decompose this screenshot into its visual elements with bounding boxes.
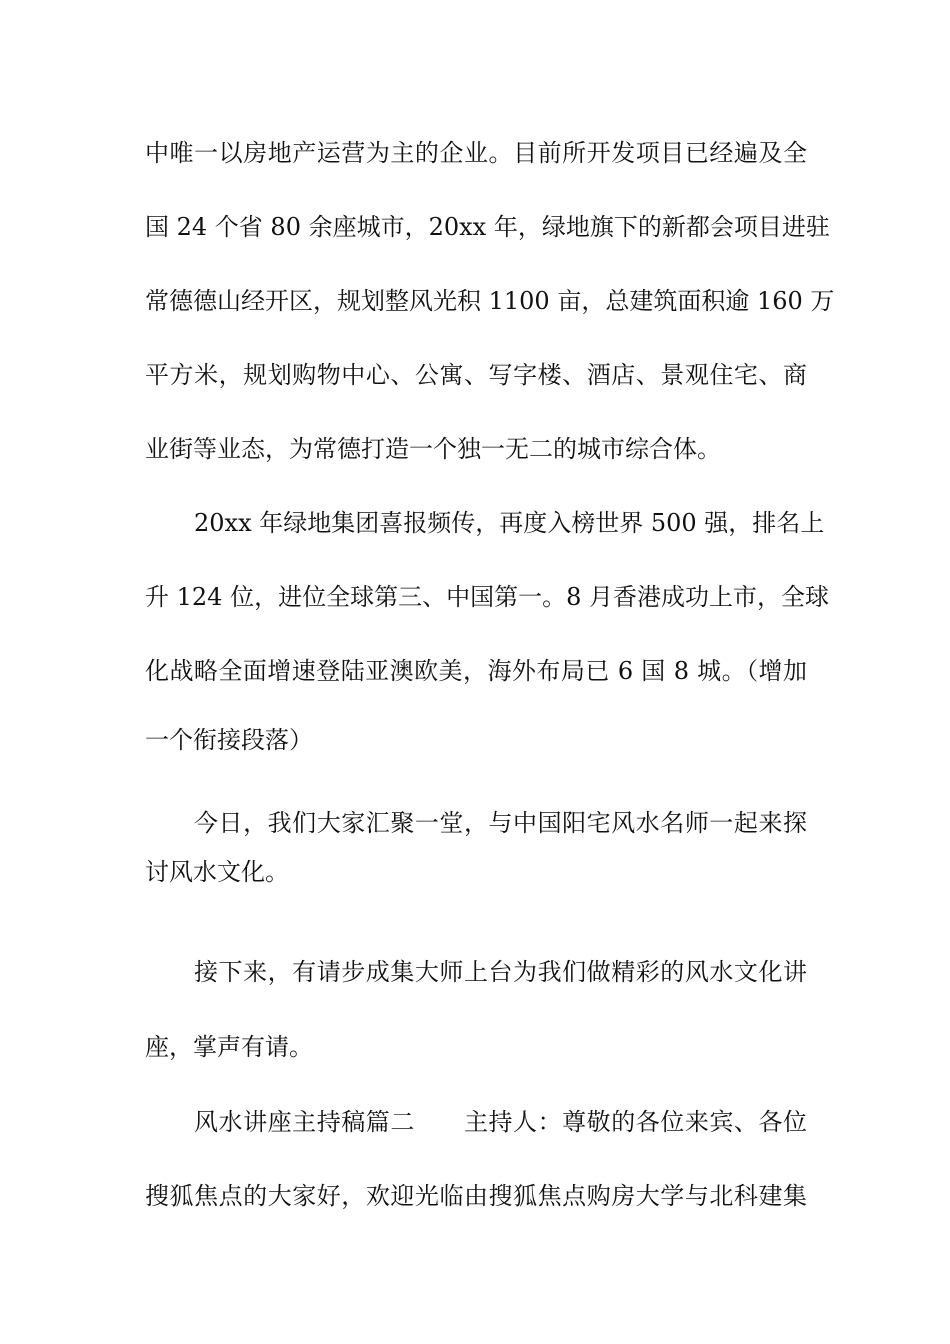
paragraph-line: 平方米，规划购物中心、公寓、写字楼、酒店、景观住宅、商: [145, 361, 807, 389]
paragraph-line: 国 24 个省 80 余座城市，20xx 年，绿地旗下的新都会项目进驻: [145, 213, 830, 241]
paragraph-line: 常德德山经开区，规划整风光积 1100 亩，总建筑面积逾 160 万: [145, 287, 835, 315]
paragraph-line: 中唯一以房地产运营为主的企业。目前所开发项目已经遍及全: [145, 139, 807, 167]
paragraph-line: 今日，我们大家汇聚一堂，与中国阳宅风水名师一起来探: [194, 809, 807, 837]
paragraph-line: 化战略全面增速登陆亚澳欧美，海外布局已 6 国 8 城。（增加: [145, 657, 807, 685]
paragraph-line: 升 124 位，进位全球第三、中国第一。8 月香港成功上市，全球: [145, 583, 829, 611]
paragraph-line: 一个衔接段落）: [145, 726, 313, 754]
paragraph-line: 接下来，有请步成集大师上台为我们做精彩的风水文化讲: [194, 958, 807, 986]
paragraph-line: 搜狐焦点的大家好，欢迎光临由搜狐焦点购房大学与北科建集: [145, 1182, 807, 1210]
paragraph-line: 风水讲座主持稿篇二 主持人：尊敬的各位来宾、各位: [194, 1108, 807, 1136]
paragraph-line: 座，掌声有请。: [145, 1033, 313, 1061]
paragraph-line: 讨风水文化。: [145, 858, 289, 886]
paragraph-line: 业街等业态，为常德打造一个独一无二的城市综合体。: [145, 435, 721, 463]
paragraph-line: 20xx 年绿地集团喜报频传，再度入榜世界 500 强，排名上: [194, 509, 825, 537]
